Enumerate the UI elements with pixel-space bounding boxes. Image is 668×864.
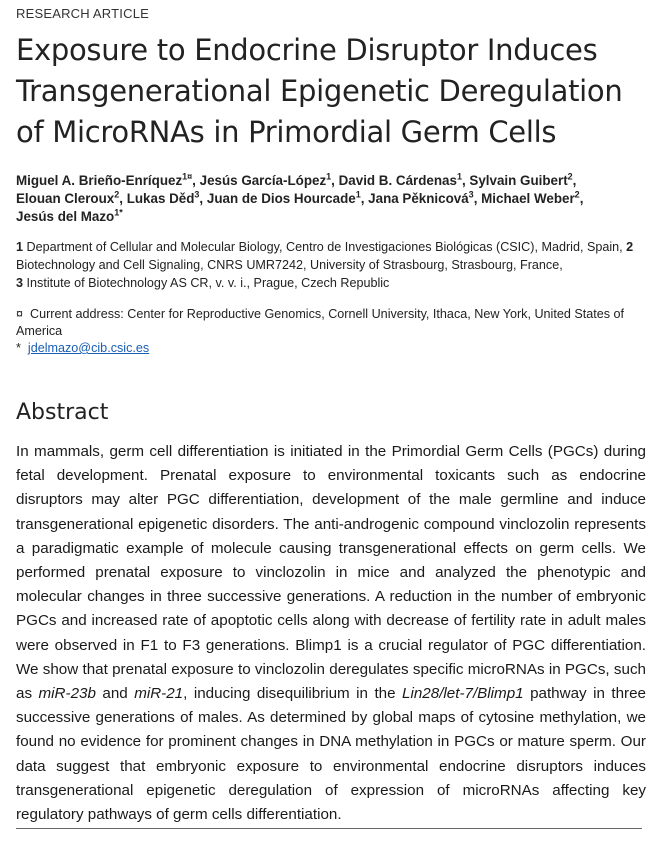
affiliation-text: Department of Cellular and Molecular Biology, Centro de Investigaciones Biológicas (CSIC), Madrid, Spain, — [26, 240, 623, 254]
section-divider — [16, 828, 642, 829]
author: Elouan Cleroux$^2$ — [16, 189, 120, 206]
affiliation-text: Biotechnology and Cell Signaling, CNRS UMR7242, University of Strasbourg, Strasbourg, France, — [16, 258, 563, 272]
affiliation-text: Institute of Biotechnology AS CR, v. v. i., Prague, Czech Republic — [26, 276, 390, 290]
affiliation-number: 1 — [16, 240, 24, 254]
article-title: Exposure to Endocrine Disruptor Induces Transgenerational Epigenetic Deregulation of MicroRNAs in Primordial Germ Cells — [16, 33, 623, 149]
author: Miguel A. Brieño-Enríquez$^{1¤}$ — [16, 171, 193, 188]
affiliation-number: 3 — [16, 276, 24, 290]
author: Juan de Dios Hourcade$^1$ — [206, 189, 361, 206]
author: Jana Pěknicová$^3$ — [368, 189, 474, 206]
author: Jesús del Mazo$^{1*}$ — [16, 207, 123, 224]
corresponding-symbol: * — [16, 341, 21, 355]
author: Sylvain Guibert$^2$ — [469, 171, 573, 188]
author: Jesús García-López$^1$ — [199, 171, 332, 188]
author-list: Miguel A. Brieño-Enríquez$^{1¤}$, Jesús García-López$^1$, David B. Cárdenas$^1$, Sylvain Guibert$^2$, Elouan Cleroux$^2$, Lukas Děd$^3$, Juan de Dios Hourcade$^1$, Jana Pěknicová$^3$, Michael Weber$^2$, Jesús del Mazo$^{1*}$ — [16, 171, 584, 224]
corresponding-email-link[interactable]: jdelmazo@cib.csic.es — [27, 341, 150, 355]
affiliations — [16, 238, 648, 292]
author-notes — [16, 306, 648, 357]
article-type-label: RESEARCH ARTICLE — [16, 6, 149, 21]
current-address: Current address: Center for Reproductive Genomics, Cornell University, Ithaca, New York, United States of America — [16, 307, 625, 338]
author: David B. Cárdenas$^1$ — [338, 171, 462, 188]
author: Lukas Děd$^3$ — [126, 189, 200, 206]
current-address-symbol: ¤ — [16, 307, 24, 321]
abstract-text: In mammals, germ cell differentiation is initiated in the Primordial Germ Cells (PGCs) during fetal development. Prenatal exposure to environmental toxicants such as endocrine disruptors may alter PGC differentiation, development of the male germline and induce transgenerational epigenetic disorders. The anti-androgenic compound vinclozolin represents a paradigmatic example of molecule causing transgenerational effects on germ cells. We performed prenatal exposure to vinclozolin in mice and analyzed the phenotypic and molecular changes in three successive generations. A reduction in the number of embryonic PGCs and increased rate of apoptotic cells along with decrease of fertility rate in adult males were observed in F1 to F3 generations. Blimp1 is a crucial regulator of PGC differentiation. We show that prenatal exposure to vinclozolin deregulates specific microRNAs in PGCs, such as miR-23b and miR-21, inducing disequilibrium in the Lin28/let-7/Blimp1 pathway in three successive generations of males. As determined by global maps of cytosine methylation, we found no evidence for prominent changes in DNA methylation in PGCs or mature sperm. Our data suggest that embryonic exposure to environmental endocrine disruptors induces transgenerational epigenetic deregulation of expression of microRNAs affecting key regulatory pathways of germ cells differentiation. — [16, 443, 646, 824]
author: Michael Weber$^2$ — [481, 189, 580, 206]
abstract-heading: Abstract — [16, 400, 109, 425]
affiliation-number: 2 — [626, 240, 634, 254]
